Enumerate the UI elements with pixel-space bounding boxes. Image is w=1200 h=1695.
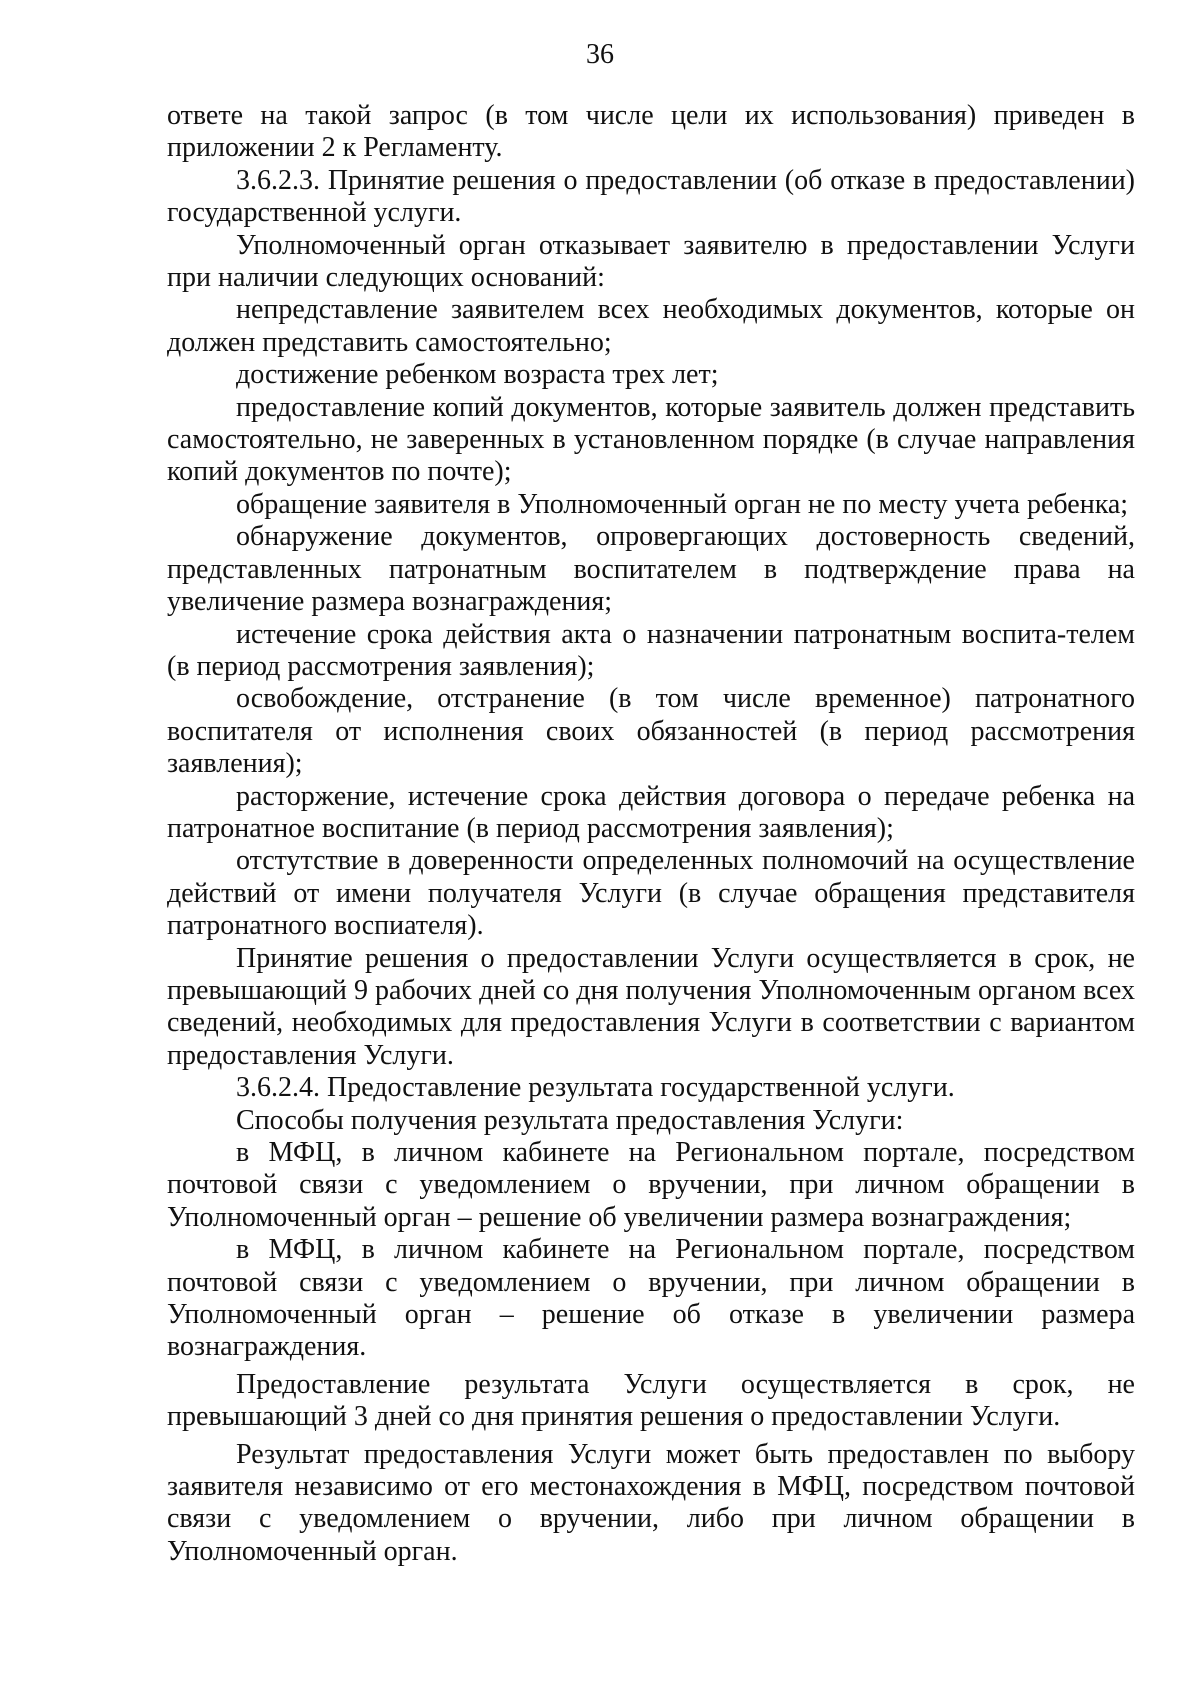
refusal-ground-9: отстутствие в доверенности определенных полномочий на осуществление действий от имени получателя Услуги (в случае обращения представителя патронатного воспиателя). — [167, 845, 1135, 942]
refusal-ground-5: обнаружение документов, опровергающих достоверность сведений, представленных патронатным воспитателем в подтверждение права на увеличение размера вознаграждения; — [167, 521, 1135, 618]
page-number: 36 — [586, 39, 614, 70]
refusal-ground-6: истечение срока действия акта о назначении патронатным воспита-телем (в период рассмотрения заявления); — [167, 618, 1135, 682]
refusal-ground-3: предоставление копий документов, которые заявитель должен представить самостоятельно, не заверенных в установленном порядке (в случае направления копий документов по почте); — [167, 391, 1135, 488]
result-method-1: в МФЦ, в личном кабинете на Региональном портале, посредством почтовой связи с уведомлением о вручении, при личном обращении в Уполномоченный орган – решение об увеличении размера вознаграждения; — [167, 1137, 1135, 1233]
refusal-ground-8: расторжение, истечение срока действия договора о передаче ребенка на патронатное воспитание (в период рассмотрения заявления); — [167, 780, 1135, 844]
paragraph-decision-term: Принятие решения о предоставлении Услуги осуществляется в срок, не превышающий 9 рабочих дней со дня получения Уполномоченным органом всех сведений, необходимых для предоставления Услуги в соответствии с вариантом предоставления Услуги. — [167, 942, 1135, 1071]
result-method-2: в МФЦ, в личном кабинете на Региональном портале, посредством почтовой связи с уведомлением о вручении, при личном обращении в Уполномоченный орган – решение об отказе в увеличении размера вознаграждения. — [167, 1234, 1135, 1363]
refusal-ground-1: непредставление заявителем всех необходимых документов, которые он должен представить самостоятельно; — [167, 294, 1135, 358]
paragraph-result-methods: Способы получения результата предоставления Услуги: — [236, 1104, 904, 1136]
paragraph-result-choice: Результат предоставления Услуги может быть предоставлен по выбору заявителя независимо от его местонахождения в МФЦ, посредством почтовой связи с уведомлением о вручении, либо при личном обращении в Уполномоченный орган. — [167, 1438, 1135, 1567]
refusal-ground-7: освобождение, отстранение (в том числе временное) патронатного воспитателя от исполнения своих обязанностей (в период рассмотрения заявления); — [167, 683, 1135, 780]
section-heading-3-6-2-4: 3.6.2.4. Предоставление результата государственной услуги. — [236, 1072, 955, 1104]
paragraph-result-term: Предоставление результата Услуги осуществляется в срок, не превышающий 3 дней со дня принятия решения о предоставлении Услуги. — [167, 1368, 1135, 1433]
section-heading-3-6-2-3: 3.6.2.3. Принятие решения о предоставлении (об отказе в предоставлении) государственной услуги. — [167, 164, 1135, 229]
document-body — [167, 100, 1135, 1568]
paragraph-continuation: ответе на такой запрос (в том числе цели их использования) приведен в приложении 2 к Регламенту. — [167, 100, 1135, 164]
refusal-ground-2: достижение ребенком возраста трех лет; — [236, 359, 719, 391]
paragraph-refusal-intro: Уполномоченный орган отказывает заявителю в предоставлении Услуги при наличии следующих оснований: — [167, 229, 1135, 294]
refusal-ground-4: обращение заявителя в Уполномоченный орган не по месту учета ребенка; — [236, 488, 1129, 520]
